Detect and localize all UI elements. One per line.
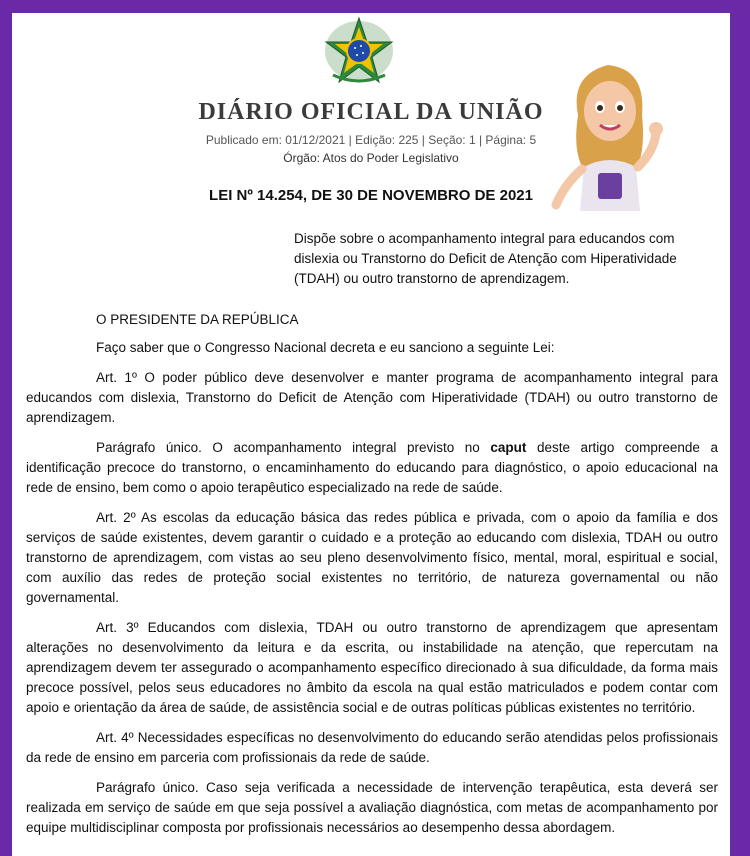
article-4: Art. 4º Necessidades específicas no desenvolvimento do educando serão atendidas pelos profissionais da rede de ensino em parceria com profissionais da rede de saúde. [26,730,718,765]
intro-paragraph: Faço saber que o Congresso Nacional decreta e eu sanciono a seguinte Lei: [96,340,555,355]
gazette-title: DIÁRIO OFICIAL DA UNIÃO [198,99,544,125]
paragraph-text-start: Parágrafo único. O acompanhamento integral previsto no [96,440,491,455]
issuing-organ: Órgão: Atos do Poder Legislativo [283,151,459,165]
article-3: Art. 3º Educandos com dislexia, TDAH ou outro transtorno de aprendizagem que apresentam alterações no desenvolvimento da leitura e da escrita, ou instabilidade na atenção, que repercutam na aprendizagem devem ter assegurado o acompanhamento específico direcionado à sua dificuldade, da forma mais precoce possível, pelos seus educadores no âmbito da escola na qual estão matriculados e podem contar com apoio e orientação da área de saúde, de assistência social e de outras políticas públicas existentes no território. [26,620,718,715]
document-page [12,13,730,856]
article-4-paragraph: Parágrafo único. Caso seja verificada a necessidade de intervenção terapêutica, esta deverá ser realizada em serviço de saúde em que seja possível a avaliação diagnóstica, com metas de acompanhamento por equipe multidisciplinar composta por profissionais necessários ao desempenho dessa abordagem. [26,780,718,835]
brazil-coat-of-arms-icon [323,15,395,87]
law-body [26,310,718,848]
president-heading: O PRESIDENTE DA REPÚBLICA [96,312,299,327]
paragraph-text-end: deste artigo compreende a identificação precoce do transtorno, o encaminhamento do educando para diagnóstico, o apoio educacional na rede de ensino, bem como o apoio terapêutico especializado na rede de saúde. [26,440,719,495]
publication-info: Publicado em: 01/12/2021 | Edição: 225 | Seção: 1 | Página: 5 [205,133,537,147]
article-1: Art. 1º O poder público deve desenvolver e manter programa de acompanhamento integral para educandos com dislexia, Transtorno do Deficit de Atenção com Hiperatividade (TDAH) ou outro transtorno de aprendizagem. [26,370,718,425]
law-summary: Dispõe sobre o acompanhamento integral para educandos com dislexia ou Transtorno do Deficit de Atenção com Hiperatividade (TDAH) ou outro transtorno de aprendizagem. [294,231,677,286]
law-title: LEI Nº 14.254, DE 30 DE NOVEMBRO DE 2021 [209,187,533,204]
article-2: Art. 2º As escolas da educação básica das redes pública e privada, com o apoio da família e dos serviços de saúde existentes, devem garantir o cuidado e a proteção ao educando com dislexia, TDAH ou outro transtorno de aprendizagem, com vistas ao seu pleno desenvolvimento físico, mental, moral, espiritual e social, com auxílio das redes de proteção social existentes no território, de natureza governamental ou não governamental. [26,510,718,605]
caput-term: caput [490,440,527,455]
article-1-paragraph [26,438,718,498]
